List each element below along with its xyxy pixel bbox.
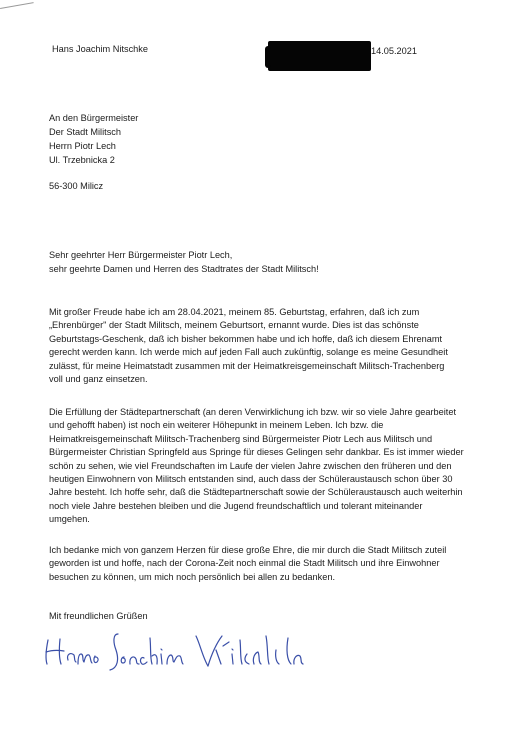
body-paragraph-2 bbox=[49, 406, 515, 527]
text-line: Geburtstags-Geschenk, daß ich bisher bekommen habe und ich hoffe, daß ich diesem Ehrenamt bbox=[49, 333, 443, 344]
recipient-line: Herrn Piotr Lech bbox=[49, 141, 116, 151]
scan-artifact-line bbox=[0, 2, 34, 9]
signature-drawing bbox=[40, 628, 340, 674]
recipient-line: Ul. Trzebnicka 2 bbox=[49, 155, 115, 165]
text-line: gerecht werden kann. Ich werde mich auf jeden Fall auch zukünftig, solange es meine Gesundheit bbox=[49, 347, 448, 358]
body-paragraph-3 bbox=[49, 544, 515, 584]
text-line: besuchen zu können, um mich noch persönlich bei allen zu bedanken. bbox=[49, 571, 336, 582]
text-line: Bürgermeister Christian Springfeld aus Springe für dieses Gelingen sehr dankbar. Es ist immer wieder bbox=[49, 447, 464, 458]
handwritten-signature bbox=[40, 628, 340, 678]
sender-name: Hans Joachim Nitschke bbox=[52, 44, 148, 54]
text-line: umgehen. bbox=[49, 514, 90, 525]
recipient-line: An den Bürgermeister bbox=[49, 113, 139, 123]
text-line: Ich bedanke mich von ganzem Herzen für diese große Ehre, die mir durch die Stadt Militsch zuteil bbox=[49, 545, 447, 555]
recipient-postal: 56-300 Milicz bbox=[49, 181, 104, 191]
text-line: heutigen Einwohnern von Militsch entstanden sind, auch dass der Schüleraustausch schon über 30 bbox=[49, 474, 453, 485]
text-line: Mit großer Freude habe ich am 28.04.2021, meinem 85. Geburtstag, erfahren, daß ich zum bbox=[49, 307, 420, 317]
text-line: noch viele Jahre bestehen bleiben und die Jugend freundschaftlich und tolerant miteinander bbox=[49, 500, 423, 511]
text-line: Jahre besteht. Ich hoffe sehr, daß die Städtepartnerschaft sowie der Schüleraustausch auch weiterhin bbox=[49, 487, 463, 498]
closing-greeting: Mit freundlichen Grüßen bbox=[49, 611, 148, 621]
text-line: voll und ganz einsetzen. bbox=[49, 374, 148, 385]
body-paragraph-1 bbox=[49, 306, 515, 386]
salutation-line: Sehr geehrter Herr Bürgermeister Piotr Lech, bbox=[49, 250, 233, 260]
text-line: geworden ist und hoffe, nach der Corona-Zeit noch einmal die Stadt Militsch und ihre Einwohner bbox=[49, 558, 440, 569]
recipient-line: Der Stadt Militsch bbox=[49, 127, 121, 137]
salutation-line: sehr geehrte Damen und Herren des Stadtrates der Stadt Militsch! bbox=[49, 264, 319, 274]
text-line: Die Erfüllung der Städtepartnerschaft (an deren Verwirklichung ich bzw. wir so viele Jahre gearbeitet bbox=[49, 407, 457, 417]
letter-date: 14.05.2021 bbox=[371, 46, 417, 56]
redaction-block bbox=[268, 41, 371, 71]
text-line: Heimatkreisgemeinschaft Militsch-Trachenberg sind Bürgermeister Piotr Lech aus Militsch und bbox=[49, 433, 433, 444]
text-line: „Ehrenbürger" der Stadt Militsch, meinem Geburtsort, ernannt wurde. Dies ist das schönste bbox=[49, 320, 419, 331]
text-line: schön zu sehen, wie viel Freundschaften im Laufe der vielen Jahre zwischen den früheren und den bbox=[49, 460, 452, 471]
text-line: zulässt, für meine Heimatstadt zusammen mit der Heimatkreisgemeinschaft Militsch-Trachenberg bbox=[49, 360, 445, 371]
text-line: und gehofft haben) ist noch ein weiterer Höhepunkt in meinem Leben. Ich bzw. die bbox=[49, 420, 384, 431]
